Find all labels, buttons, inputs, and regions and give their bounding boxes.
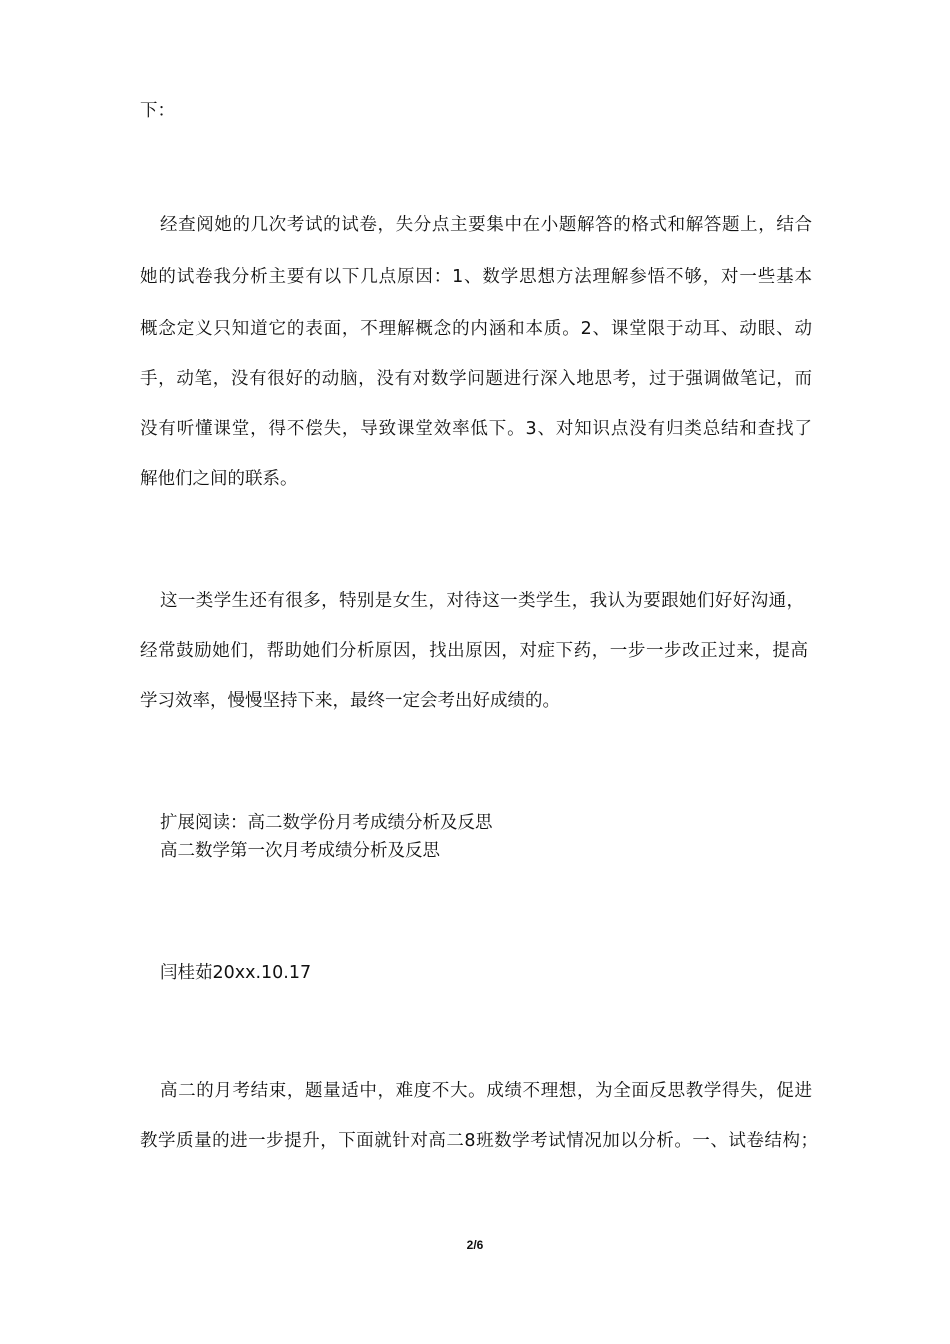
paragraph-line: 她的试卷我分析主要有以下几点原因：1、数学思想方法理解参悟不够，对一些基本: [140, 267, 812, 287]
article-title: 高二数学第一次月考成绩分析及反思: [160, 841, 440, 861]
paragraph-line: 手，动笔，没有很好的动脑，没有对数学问题进行深入地思考，过于强调做笔记，而: [140, 369, 812, 389]
author-date: 闫桂茹20xx.10.17: [160, 963, 312, 983]
paragraph-line: 概念定义只知道它的表面，不理解概念的内涵和本质。2、课堂限于动耳、动眼、动: [140, 319, 812, 339]
paragraph-line: 经查阅她的几次考试的试卷，失分点主要集中在小题解答的格式和解答题上，结合: [160, 215, 812, 235]
page-number: 2/6: [466, 1238, 484, 1252]
text-line: 下：: [140, 101, 175, 121]
paragraph-line: 解他们之间的联系。: [140, 469, 298, 489]
paragraph-line: 这一类学生还有很多，特别是女生，对待这一类学生，我认为要跟她们好好沟通，: [160, 591, 804, 611]
paragraph-line: 没有听懂课堂，得不偿失，导致课堂效率低下。3、对知识点没有归类总结和查找了: [140, 419, 812, 439]
extended-reading-label: 扩展阅读：高二数学份月考成绩分析及反思: [160, 813, 493, 833]
paragraph-line: 学习效率，慢慢坚持下来，最终一定会考出好成绩的。: [140, 691, 560, 711]
paragraph-line: 高二的月考结束，题量适中，难度不大。成绩不理想，为全面反思教学得失，促进: [160, 1081, 812, 1101]
paragraph-line: 教学质量的进一步提升，下面就针对高二8班数学考试情况加以分析。一、试卷结构；: [140, 1131, 818, 1151]
paragraph-line: 经常鼓励她们，帮助她们分析原因，找出原因，对症下药，一步一步改正过来，提高: [140, 641, 808, 661]
